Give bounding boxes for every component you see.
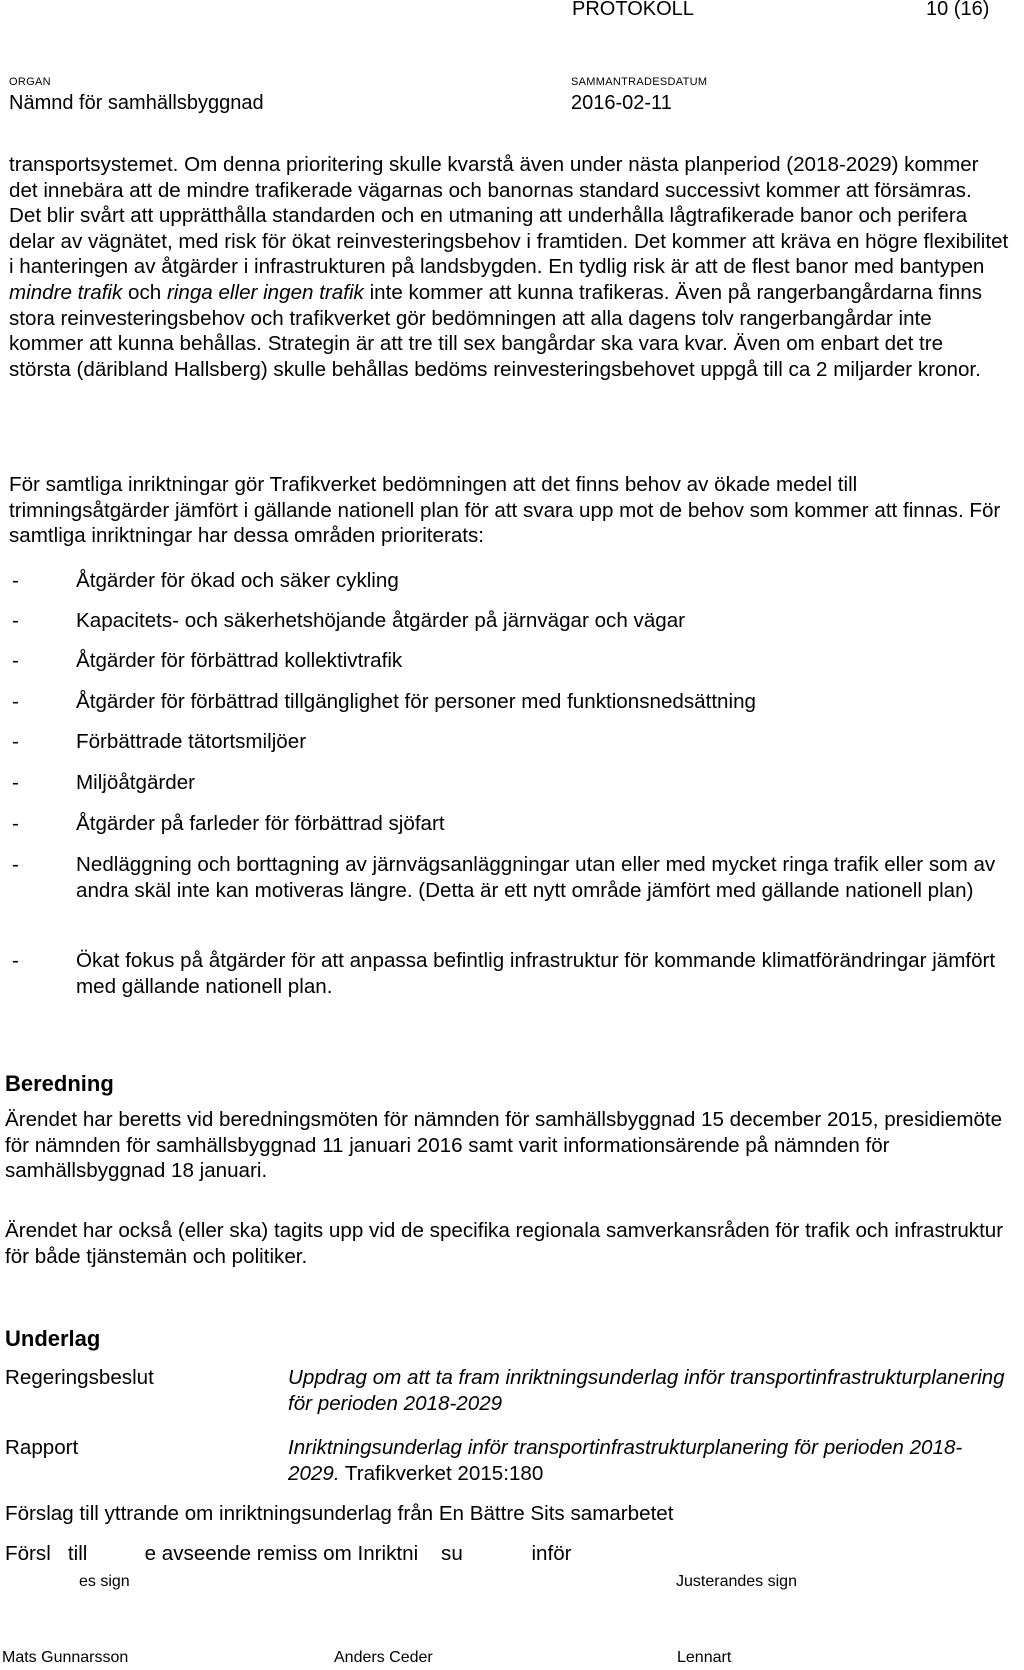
priorities-paragraph bbox=[9, 472, 1009, 549]
beredning-paragraph-2 bbox=[5, 1218, 1005, 1269]
list-dash: - bbox=[12, 609, 19, 632]
list-item-text: Ökat fokus på åtgärder för att anpassa befintlig infrastruktur för kommande klimatförändringar jämfört med gällande nationell plan. bbox=[76, 949, 996, 998]
list-dash: - bbox=[12, 569, 19, 592]
priorities-list bbox=[0, 568, 1024, 1008]
reference-title-1: Uppdrag om att ta fram inriktningsunderlag inför transportinfrastrukturplanering för perioden 2018-2029 bbox=[288, 1366, 1005, 1415]
priorities-paragraph-text: För samtliga inriktningar gör Trafikverket bedömningen att det finns behov av ökade medel till trimningsåtgärder jämfört i gällande nationell plan för att svara upp mot de behov som kommer att finnas. För samtliga inriktningar har dessa områden prioriterats: bbox=[9, 473, 1001, 548]
reference-label-regeringsbeslut: Regeringsbeslut bbox=[5, 1366, 154, 1389]
list-item-text: Miljöåtgärder bbox=[76, 771, 196, 794]
intro-text-1: transportsystemet. Om denna prioritering skulle kvarstå även under nästa planperiod (2018-2029) kommer det innebära att de mindre trafikerade vägarnas och banornas standard successivt kommer att försämras. Det blir svårt att upprätthålla standarden och en utmaning att underhålla lågtrafikerade banor och perifera delar av vägnätet, med risk för ökat reinvesteringsbehov i framtiden. Det kommer att kräva en högre flexibilitet i hanteringen av åtgärder i infrastrukturen på landsbygden. En tydlig risk är att de flest banor med bantypen bbox=[9, 153, 1009, 279]
intro-text-2: och bbox=[122, 280, 167, 304]
list-item-text: Åtgärder för förbättrad tillgänglighet för personer med funktionsnedsättning bbox=[76, 690, 756, 713]
meeting-date-label: SAMMANTRADESDATUM bbox=[571, 76, 708, 88]
document-type: PROTOKOLL bbox=[572, 0, 694, 20]
intro-emphasis-2: ringa eller ingen trafik bbox=[166, 280, 364, 304]
list-item-text: Förbättrade tätortsmiljöer bbox=[76, 730, 307, 753]
reference-list bbox=[0, 1365, 1024, 1565]
list-dash: - bbox=[12, 649, 19, 672]
beredning-text-2: Ärendet har också (eller ska) tagits upp vid de specifika regionala samverkansråden för trafik och infrastruktur för både tjänstemän och politiker. bbox=[5, 1219, 1004, 1268]
beredning-paragraph-1 bbox=[5, 1107, 1017, 1184]
organ-label: ORGAN bbox=[9, 76, 51, 88]
list-dash: - bbox=[12, 949, 19, 972]
reference-text-regeringsbeslut bbox=[288, 1365, 1013, 1416]
signatory-name: Lennart bbox=[677, 1649, 732, 1666]
reference-text-rapport bbox=[288, 1435, 1013, 1486]
list-item-text: Åtgärder på farleder för förbättrad sjöfart bbox=[76, 812, 445, 835]
reference-title-2: Inriktningsunderlag inför transportinfrastrukturplanering för perioden 2018-2029. bbox=[288, 1436, 963, 1485]
list-item-text: Kapacitets- och säkerhetshöjande åtgärder på järnvägar och vägar bbox=[76, 609, 686, 632]
signature-label-left: es sign bbox=[79, 1573, 130, 1590]
list-dash: - bbox=[12, 853, 19, 876]
reference-forslag-partial: Försl till e avseende remiss om Inriktni su inför bbox=[5, 1542, 572, 1565]
beredning-text-1: Ärendet har beretts vid beredningsmöten för nämnden för samhällsbyggnad 15 december 2015, presidiemöte för nämnden för samhällsbyggnad 11 januari 2016 samt varit informationsärende på nämnden för samhällsbyggnad 18 januari. bbox=[5, 1108, 1003, 1183]
meeting-date-value: 2016-02-11 bbox=[571, 92, 672, 114]
organ-value: Nämnd för samhällsbyggnad bbox=[9, 92, 264, 114]
reference-source-2: Trafikverket 2015:180 bbox=[339, 1461, 544, 1485]
list-dash: - bbox=[12, 730, 19, 753]
signatory-name: Anders Ceder bbox=[334, 1649, 433, 1666]
list-item-text: Åtgärder för ökad och säker cykling bbox=[76, 569, 399, 592]
list-item-text: Åtgärder för förbättrad kollektivtrafik bbox=[76, 649, 403, 672]
reference-forslag-ebs: Förslag till yttrande om inriktningsunderlag från En Bättre Sits samarbetet bbox=[5, 1502, 674, 1525]
section-heading-underlag: Underlag bbox=[5, 1326, 101, 1351]
list-dash: - bbox=[12, 812, 19, 835]
page-number: 10 (16) bbox=[926, 0, 990, 20]
signatory-name: Mats Gunnarsson bbox=[2, 1649, 129, 1666]
list-item-text: Nedläggning och borttagning av järnvägsanläggningar utan eller med mycket ringa trafik eller som av andra skäl inte kan motiveras längre. (Detta är ett nytt område jämfört med gällande nationell plan) bbox=[76, 853, 996, 902]
list-dash: - bbox=[12, 771, 19, 794]
intro-emphasis-1: mindre trafik bbox=[9, 280, 123, 304]
intro-paragraph bbox=[9, 152, 1009, 382]
intro-text-3: inte kommer att kunna trafikeras. Även på rangerbangårdarna finns stora reinvesteringsbehov och trafikverket gör bedömningen att alla dagens tolv rangerbangårdar inte kommer att kunna behållas. Strategin är att tre till sex bangårdar ska vara kvar. Även om enbart det tre största (däribland Hallsberg) skulle behållas bedöms reinvesteringsbehovet uppgå till ca 2 miljarder kronor. bbox=[9, 280, 982, 381]
reference-label-rapport: Rapport bbox=[5, 1436, 79, 1459]
list-dash: - bbox=[12, 690, 19, 713]
signature-label-right: Justerandes sign bbox=[676, 1573, 797, 1590]
section-heading-beredning: Beredning bbox=[5, 1071, 114, 1096]
